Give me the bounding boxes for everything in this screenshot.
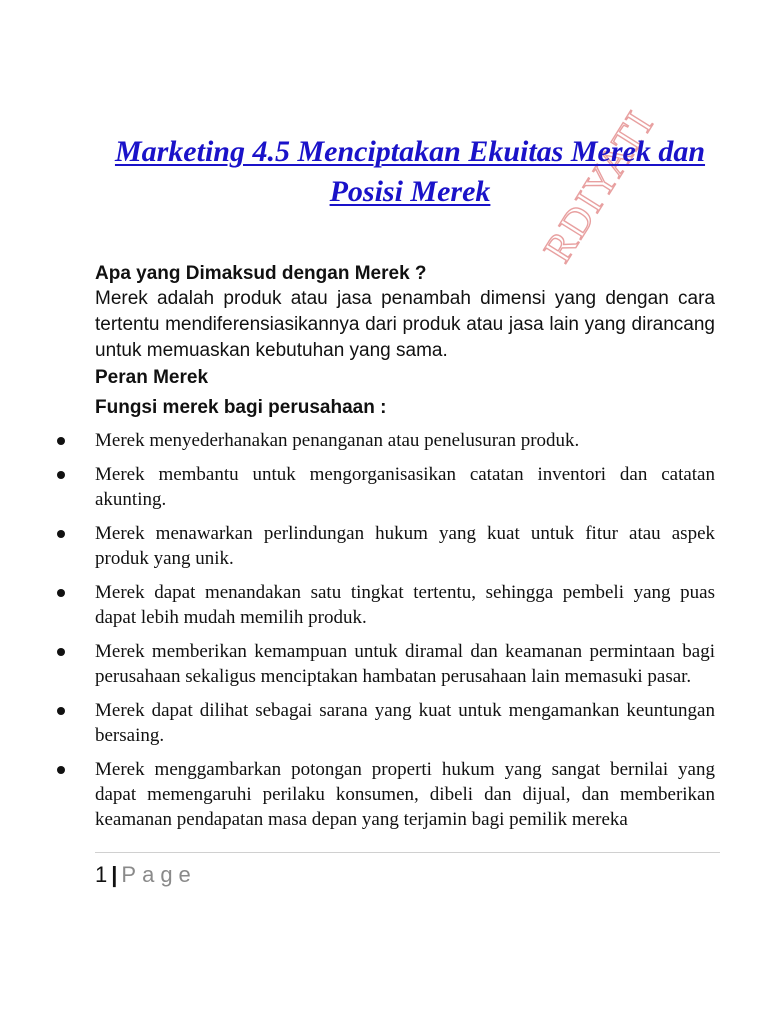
bullet-icon [57, 648, 65, 656]
list-item: Merek menawarkan perlindungan hukum yang kuat untuk fitur atau aspek produk yang unik. [0, 521, 715, 571]
list-item: Merek dapat menandakan satu tingkat tertentu, sehingga pembeli yang puas dapat lebih mudah memilih produk. [0, 580, 715, 630]
heading-question: Apa yang Dimaksud dengan Merek ? [95, 263, 427, 284]
bullet-icon [57, 471, 65, 479]
list-item: Merek memberikan kemampuan untuk diramal dan keamanan permintaan bagi perusahaan sekaligus menciptakan hambatan perusahaan lain memasuki pasar. [0, 639, 715, 689]
list-item: Merek membantu untuk mengorganisasikan catatan inventori dan catatan akunting. [0, 462, 715, 512]
bullet-icon [57, 437, 65, 445]
heading-role: Peran Merek [95, 367, 209, 388]
function-list [0, 428, 768, 841]
bullet-icon [57, 707, 65, 715]
heading-function: Fungsi merek bagi perusahaan : [95, 397, 387, 418]
bullet-icon [57, 589, 65, 597]
list-item: Merek menyederhanakan penanganan atau penelusuran produk. [0, 428, 715, 453]
page-label: Page [121, 862, 197, 887]
definition-paragraph: Merek adalah produk atau jasa penambah dimensi yang dengan cara tertentu mendiferensiasikannya dari produk atau jasa lain yang dirancang untuk memuaskan kebutuhan yang sama. [95, 288, 715, 361]
intro-section [95, 262, 715, 420]
page-footer [95, 860, 197, 890]
title-line-1: Marketing 4.5 Menciptakan Ekuitas Merek dan [114, 135, 706, 168]
bullet-icon [57, 766, 65, 774]
list-item: Merek dapat dilihat sebagai sarana yang kuat untuk mengamankan keuntungan bersaing. [0, 698, 715, 748]
list-item: Merek menggambarkan potongan properti hukum yang sangat bernilai yang dapat memengaruhi perilaku konsumen, dibeli dan dijual, dan memberikan keamanan pendapatan masa depan yang terjamin bagi pemilik mereka [0, 757, 715, 832]
bullet-icon [57, 530, 65, 538]
page-number: 1 [95, 862, 108, 887]
document-title [100, 132, 720, 212]
svg-text:RDIYATI: RDIYATI [534, 102, 663, 270]
title-line-2: Posisi Merek [329, 175, 491, 208]
footer-separator: | [111, 862, 118, 887]
footer-divider [95, 852, 720, 853]
